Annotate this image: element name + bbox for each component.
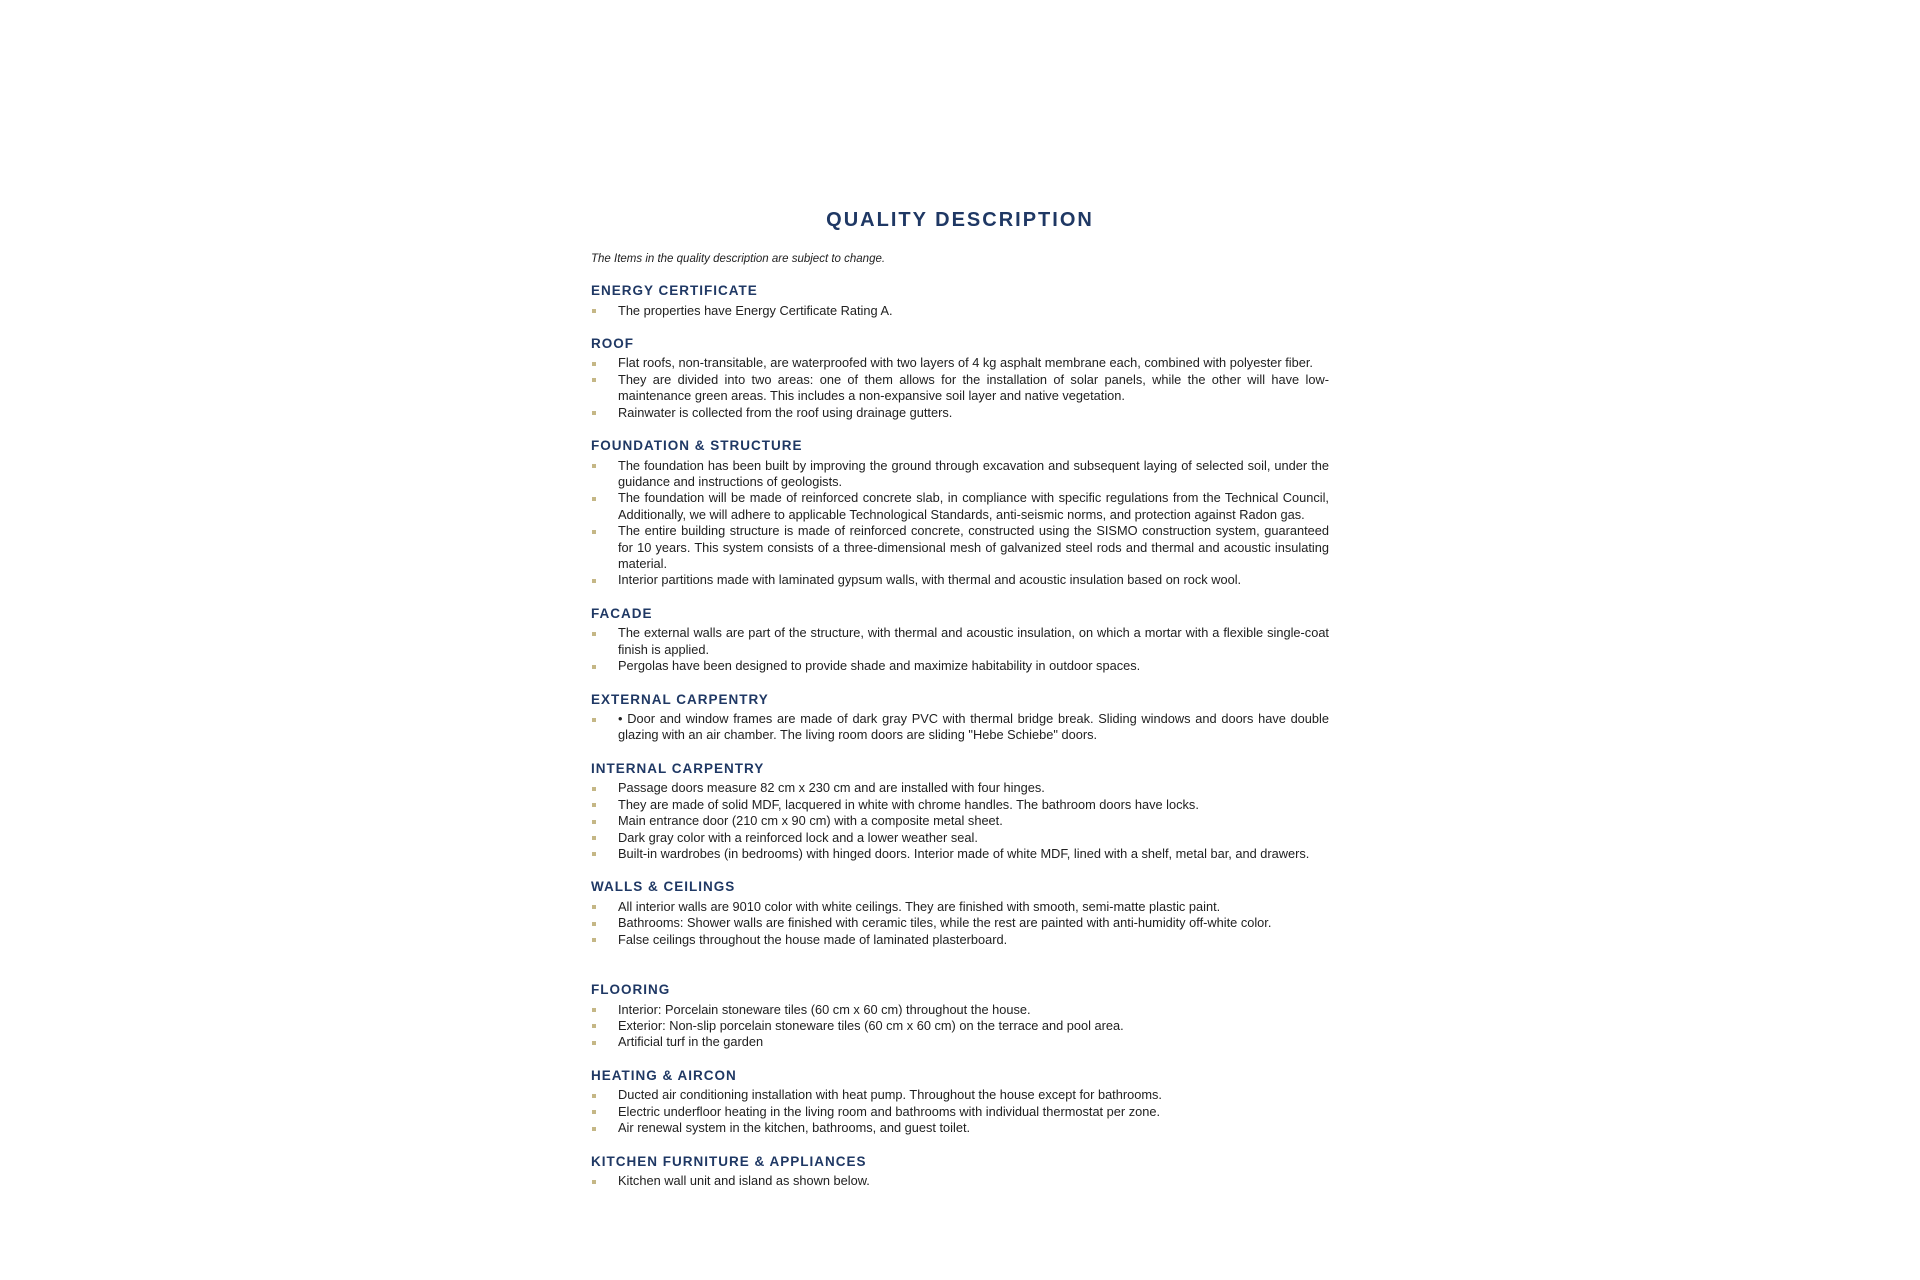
bullet-item: [591, 813, 1329, 829]
bullet-text: False ceilings throughout the house made of laminated plasterboard.: [618, 931, 1008, 947]
bullet-square-icon: [592, 852, 596, 856]
page-title: QUALITY DESCRIPTION: [826, 209, 1094, 231]
section-internal-carpentry: [591, 760, 1329, 863]
bullet-square-icon: [592, 1127, 596, 1131]
bullet-list: [591, 899, 1329, 948]
section-heading: FOUNDATION & STRUCTURE: [591, 438, 803, 454]
bullet-square-icon: [592, 938, 596, 942]
bullet-square-icon: [592, 787, 596, 791]
bullet-item: [591, 780, 1329, 796]
bullet-text: Artificial turf in the garden: [618, 1034, 764, 1050]
bullet-item: [591, 915, 1329, 931]
bullet-list: [591, 711, 1329, 744]
section-energy-certificate: [591, 282, 1329, 319]
bullet-text: Interior: Porcelain stoneware tiles (60 cm x 60 cm) throughout the house.: [618, 1001, 1031, 1017]
bullet-square-icon: [592, 1180, 596, 1184]
bullet-text: They are divided into two areas: one of them allows for the installation of solar panels, while the other will have low-maintenance green areas. This includes a non-expansive soil layer and native vegetation.: [618, 371, 1329, 404]
bullet-item: [591, 932, 1329, 948]
bullet-square-icon: [592, 836, 596, 840]
bullet-square-icon: [592, 464, 596, 468]
bullet-text: Built-in wardrobes (in bedrooms) with hinged doors. Interior made of white MDF, lined with a shelf, metal bar, and drawers.: [618, 845, 1310, 861]
section-roof: [591, 335, 1329, 421]
bullet-square-icon: [592, 1110, 596, 1114]
bullet-text: They are made of solid MDF, lacquered in white with chrome handles. The bathroom doors have locks.: [618, 796, 1199, 812]
quality-description-document: [591, 208, 1329, 1189]
bullet-list: [591, 1087, 1329, 1136]
bullet-square-icon: [592, 905, 596, 909]
bullet-item: [591, 899, 1329, 915]
section-foundation-structure: [591, 437, 1329, 589]
bullet-item: [591, 830, 1329, 846]
bullet-list: [591, 458, 1329, 589]
section-heading: FLOORING: [591, 982, 671, 998]
bullet-text: Electric underfloor heating in the living room and bathrooms with individual thermostat per zone.: [618, 1103, 1161, 1119]
bullet-item: [591, 1120, 1329, 1136]
bullet-square-icon: [592, 820, 596, 824]
bullet-text: Bathrooms: Shower walls are finished with ceramic tiles, while the rest are painted with anti-humidity off-white color.: [618, 915, 1272, 931]
bullet-text: The properties have Energy Certificate Rating A.: [618, 302, 893, 318]
bullet-square-icon: [592, 1041, 596, 1045]
bullet-item: [591, 572, 1329, 588]
bullet-text: The foundation will be made of reinforced concrete slab, in compliance with specific regulations from the Technical Council, Additionally, we will adhere to applicable Technological Standards, anti-seismic norms, and protection against Radon gas.: [618, 490, 1329, 522]
bullet-item: [591, 303, 1329, 319]
bullet-list: [591, 780, 1329, 862]
bullet-text: Flat roofs, non-transitable, are waterproofed with two layers of 4 kg asphalt membrane each, combined with polyester fiber.: [618, 355, 1313, 371]
section-heading: INTERNAL CARPENTRY: [591, 760, 765, 776]
bullet-item: [591, 1173, 1329, 1189]
bullet-item: [591, 1018, 1329, 1034]
bullet-item: [591, 1087, 1329, 1103]
bullet-square-icon: [592, 1094, 596, 1098]
bullet-list: [591, 303, 1329, 319]
bullet-item: [591, 797, 1329, 813]
section-heading: FACADE: [591, 605, 653, 621]
bullet-square-icon: [592, 579, 596, 583]
bullet-square-icon: [592, 1024, 596, 1028]
bullet-item: [591, 658, 1329, 674]
bullet-text: Ducted air conditioning installation with heat pump. Throughout the house except for bathrooms.: [618, 1087, 1162, 1103]
section-flooring: [591, 981, 1329, 1051]
bullet-text: The entire building structure is made of reinforced concrete, constructed using the SISMO construction system, guaranteed for 10 years. This system consists of a three-dimensional mesh of galvanized steel rods and thermal and acoustic insulating material.: [618, 523, 1329, 571]
section-heading: EXTERNAL CARPENTRY: [591, 691, 769, 707]
bullet-text: The external walls are part of the structure, with thermal and acoustic insulation, on which a mortar with a flexible single-coat finish is applied.: [618, 625, 1329, 657]
bullet-item: [591, 1034, 1329, 1050]
bullet-square-icon: [592, 362, 596, 366]
bullet-text: • Door and window frames are made of dark gray PVC with thermal bridge break. Sliding windows and doors have double glazing with an air chamber. The living room doors are sliding "Hebe Schiebe" doors.: [618, 711, 1329, 743]
bullet-square-icon: [592, 922, 596, 926]
sections-container: [591, 282, 1329, 1189]
bullet-text: Kitchen wall unit and island as shown below.: [618, 1173, 870, 1188]
bullet-text: Rainwater is collected from the roof using drainage gutters.: [618, 404, 953, 420]
bullet-item: [591, 711, 1329, 744]
section-facade: [591, 605, 1329, 675]
bullet-list: [591, 355, 1329, 421]
bullet-item: [591, 1002, 1329, 1018]
bullet-item: [591, 523, 1329, 572]
bullet-text: Exterior: Non-slip porcelain stoneware tiles (60 cm x 60 cm) on the terrace and pool area.: [618, 1017, 1124, 1033]
bullet-square-icon: [592, 1008, 596, 1012]
bullet-item: [591, 846, 1329, 862]
bullet-item: [591, 490, 1329, 523]
section-heading: WALLS & CEILINGS: [591, 879, 736, 895]
disclaimer-text: The Items in the quality description are subject to change.: [591, 253, 886, 265]
bullet-text: Main entrance door (210 cm x 90 cm) with a composite metal sheet.: [618, 813, 1003, 829]
section-walls-ceilings: [591, 878, 1329, 948]
bullet-text: Interior partitions made with laminated gypsum walls, with thermal and acoustic insulation based on rock wool.: [618, 572, 1242, 588]
bullet-square-icon: [592, 718, 596, 722]
bullet-item: [591, 355, 1329, 371]
section-heading: HEATING & AIRCON: [591, 1067, 737, 1083]
bullet-item: [591, 458, 1329, 491]
bullet-text: The foundation has been built by improving the ground through excavation and subsequent laying of selected soil, under the guidance and instructions of geologists.: [618, 457, 1329, 489]
bullet-text: Air renewal system in the kitchen, bathrooms, and guest toilet.: [618, 1120, 971, 1136]
bullet-square-icon: [592, 411, 596, 415]
bullet-text: Dark gray color with a reinforced lock and a lower weather seal.: [618, 829, 978, 845]
bullet-square-icon: [592, 632, 596, 636]
section-heading: ROOF: [591, 335, 634, 351]
bullet-text: Pergolas have been designed to provide shade and maximize habitability in outdoor spaces.: [618, 658, 1141, 674]
bullet-square-icon: [592, 497, 596, 501]
bullet-list: [591, 1173, 1329, 1189]
bullet-item: [591, 1104, 1329, 1120]
bullet-square-icon: [592, 665, 596, 669]
section-external-carpentry: [591, 691, 1329, 744]
section-kitchen-furniture-appliances: [591, 1153, 1329, 1190]
bullet-square-icon: [592, 803, 596, 807]
section-heating-aircon: [591, 1067, 1329, 1137]
bullet-text: Passage doors measure 82 cm x 230 cm and are installed with four hinges.: [618, 780, 1045, 796]
bullet-square-icon: [592, 309, 596, 313]
bullet-item: [591, 625, 1329, 658]
bullet-square-icon: [592, 530, 596, 534]
bullet-item: [591, 372, 1329, 405]
section-heading: KITCHEN FURNITURE & APPLIANCES: [591, 1153, 867, 1169]
bullet-list: [591, 1002, 1329, 1051]
bullet-list: [591, 625, 1329, 674]
bullet-item: [591, 405, 1329, 421]
bullet-square-icon: [592, 378, 596, 382]
bullet-text: All interior walls are 9010 color with white ceilings. They are finished with smooth, semi-matte plastic paint.: [618, 898, 1221, 914]
section-heading: ENERGY CERTIFICATE: [591, 283, 758, 298]
